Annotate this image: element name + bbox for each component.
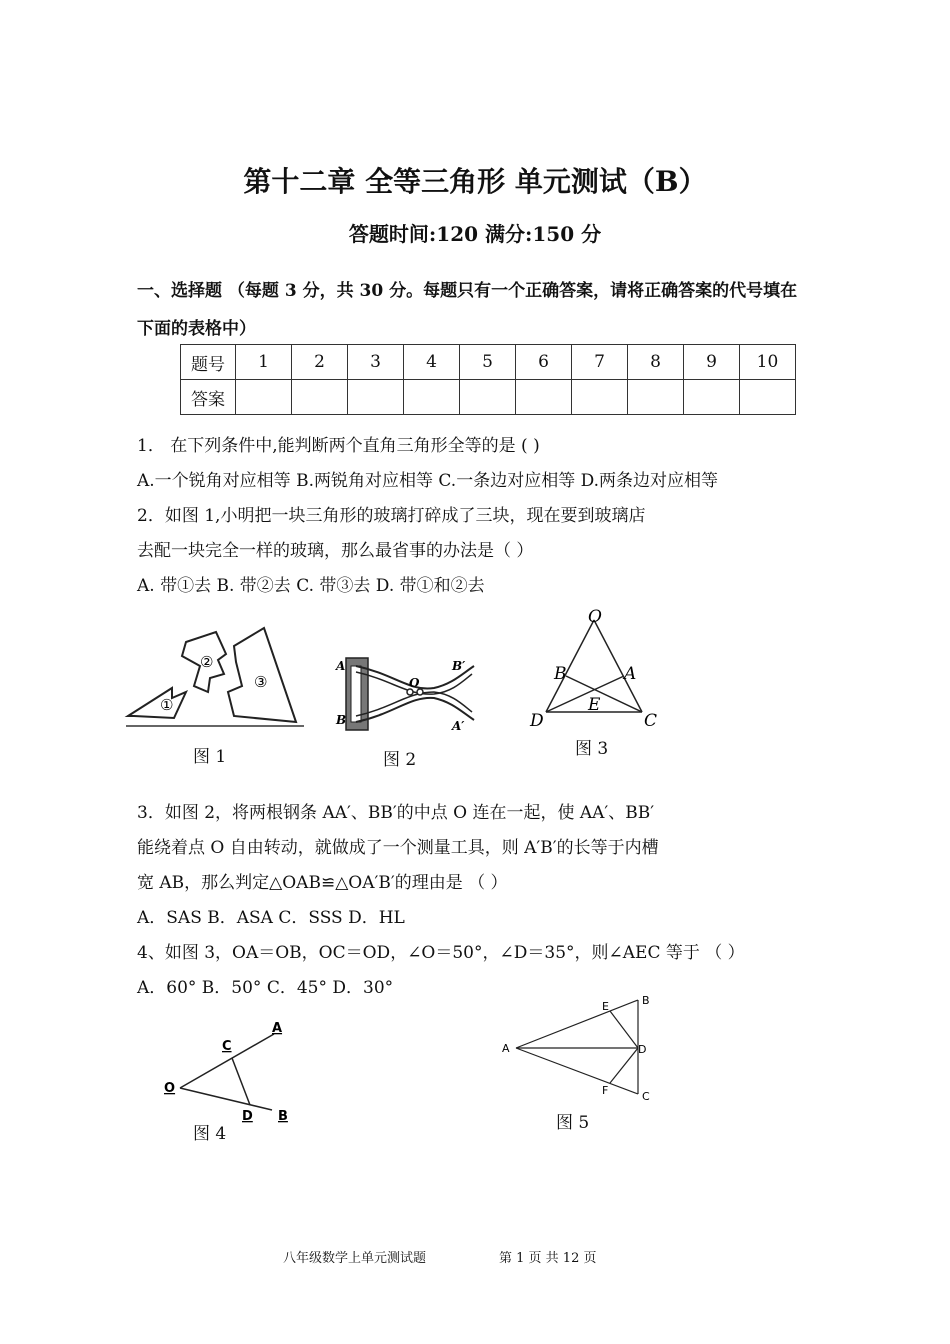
table-cell-number: 10 bbox=[740, 345, 796, 380]
question-3-stem-line1: 3．如图 2，将两根钢条 AA′、BB′的中点 O 连在一起，使 AA′、BB′ bbox=[137, 803, 655, 823]
answer-table bbox=[180, 344, 796, 415]
table-cell-number: 1 bbox=[236, 345, 292, 380]
point-a-prime-label: A′ bbox=[452, 719, 465, 733]
figure-5-kite bbox=[498, 990, 664, 1106]
piece-3-label: ③ bbox=[254, 673, 268, 691]
figure-3-triangle bbox=[524, 604, 670, 730]
answer-cell[interactable] bbox=[628, 380, 684, 415]
figure-4-angle bbox=[160, 1016, 300, 1126]
point-o-label: O bbox=[588, 607, 602, 627]
answer-cell[interactable] bbox=[460, 380, 516, 415]
table-cell-number: 9 bbox=[684, 345, 740, 380]
answer-cell[interactable] bbox=[236, 380, 292, 415]
point-a-label: A bbox=[502, 1042, 510, 1055]
point-o-label: O bbox=[164, 1081, 176, 1096]
point-b-label: B bbox=[278, 1109, 288, 1124]
question-4-stem: 4、如图 3，OA＝OB，OC＝OD，∠O＝50°，∠D＝35°，则∠AEC 等于 （ ） bbox=[137, 943, 745, 963]
point-b-label: B bbox=[554, 664, 567, 684]
question-3-stem-line3: 宽 AB，那么判定△OAB≌△OA′B′的理由是 （ ） bbox=[137, 873, 508, 893]
table-cell-number: 8 bbox=[628, 345, 684, 380]
point-d-label: D bbox=[638, 1043, 647, 1056]
figure-3-caption: 图 3 bbox=[575, 739, 609, 759]
answer-cell[interactable] bbox=[516, 380, 572, 415]
point-c-label: C bbox=[644, 711, 658, 730]
figure-2-caption: 图 2 bbox=[383, 750, 417, 770]
table-cell-number: 7 bbox=[572, 345, 628, 380]
table-cell-number: 5 bbox=[460, 345, 516, 380]
answer-cell[interactable] bbox=[572, 380, 628, 415]
table-cell-number: 4 bbox=[404, 345, 460, 380]
table-cell-number: 6 bbox=[516, 345, 572, 380]
point-e-label: E bbox=[588, 695, 601, 715]
section-heading-line2: 下面的表格中） bbox=[137, 319, 256, 339]
question-3-stem-line2: 能绕着点 O 自由转动，就做成了一个测量工具，则 A′B′的长等于内槽 bbox=[137, 838, 659, 858]
figure-2-measuring-tool bbox=[334, 652, 484, 736]
figure-1-broken-glass bbox=[124, 620, 306, 732]
table-header-answer: 答案 bbox=[181, 380, 236, 415]
table-cell-number: 3 bbox=[348, 345, 404, 380]
table-header-number: 题号 bbox=[181, 345, 236, 380]
piece-1-label: ① bbox=[160, 696, 174, 714]
point-a-label: A bbox=[272, 1021, 283, 1036]
point-a-label: A bbox=[624, 664, 637, 684]
table-row-answers bbox=[181, 380, 796, 415]
answer-cell[interactable] bbox=[684, 380, 740, 415]
answer-cell[interactable] bbox=[404, 380, 460, 415]
footer-page-number: 第 1 页 共 12 页 bbox=[499, 1251, 597, 1266]
figure-5-caption: 图 5 bbox=[556, 1113, 590, 1133]
figure-4-caption: 图 4 bbox=[193, 1124, 227, 1144]
question-2-options: A. 带①去 B. 带②去 C. 带③去 D. 带①和②去 bbox=[137, 576, 485, 596]
section-heading-line1: 一、选择题 （每题 3 分，共 30 分。每题只有一个正确答案，请将正确答案的代号填在 bbox=[137, 281, 798, 301]
question-1-stem: 1． 在下列条件中,能判断两个直角三角形全等的是 ( ) bbox=[137, 436, 540, 456]
page-title: 第十二章 全等三角形 单元测试（B） bbox=[243, 165, 707, 198]
point-d-label: D bbox=[242, 1109, 253, 1124]
footer-course: 八年级数学上单元测试题 bbox=[283, 1251, 427, 1266]
answer-cell[interactable] bbox=[740, 380, 796, 415]
question-3-options: A．SAS B．ASA C．SSS D．HL bbox=[137, 908, 405, 928]
answer-cell[interactable] bbox=[348, 380, 404, 415]
point-c-label: C bbox=[642, 1090, 650, 1103]
point-o-label: O bbox=[409, 676, 420, 690]
answer-cell[interactable] bbox=[292, 380, 348, 415]
question-1-options: A.一个锐角对应相等 B.两锐角对应相等 C.一条边对应相等 D.两条边对应相等 bbox=[137, 471, 719, 491]
exam-info: 答题时间:120 满分:150 分 bbox=[348, 222, 602, 246]
table-row-numbers bbox=[181, 345, 796, 380]
question-2-stem-line1: 2．如图 1,小明把一块三角形的玻璃打碎成了三块，现在要到玻璃店 bbox=[137, 506, 646, 526]
figure-1-caption: 图 1 bbox=[193, 747, 227, 767]
point-f-label: F bbox=[602, 1084, 609, 1097]
piece-2-label: ② bbox=[200, 653, 214, 671]
point-b-label: B bbox=[336, 713, 347, 727]
point-a-label: A bbox=[336, 659, 346, 673]
table-cell-number: 2 bbox=[292, 345, 348, 380]
point-b-label: B bbox=[642, 994, 650, 1007]
point-b-prime-label: B′ bbox=[452, 659, 466, 673]
question-2-stem-line2: 去配一块完全一样的玻璃，那么最省事的办法是（ ） bbox=[137, 541, 534, 561]
point-e-label: E bbox=[602, 1000, 609, 1013]
point-d-label: D bbox=[530, 711, 544, 730]
question-4-options: A．60° B．50° C．45° D．30° bbox=[137, 978, 394, 998]
point-c-label: C bbox=[222, 1039, 232, 1054]
